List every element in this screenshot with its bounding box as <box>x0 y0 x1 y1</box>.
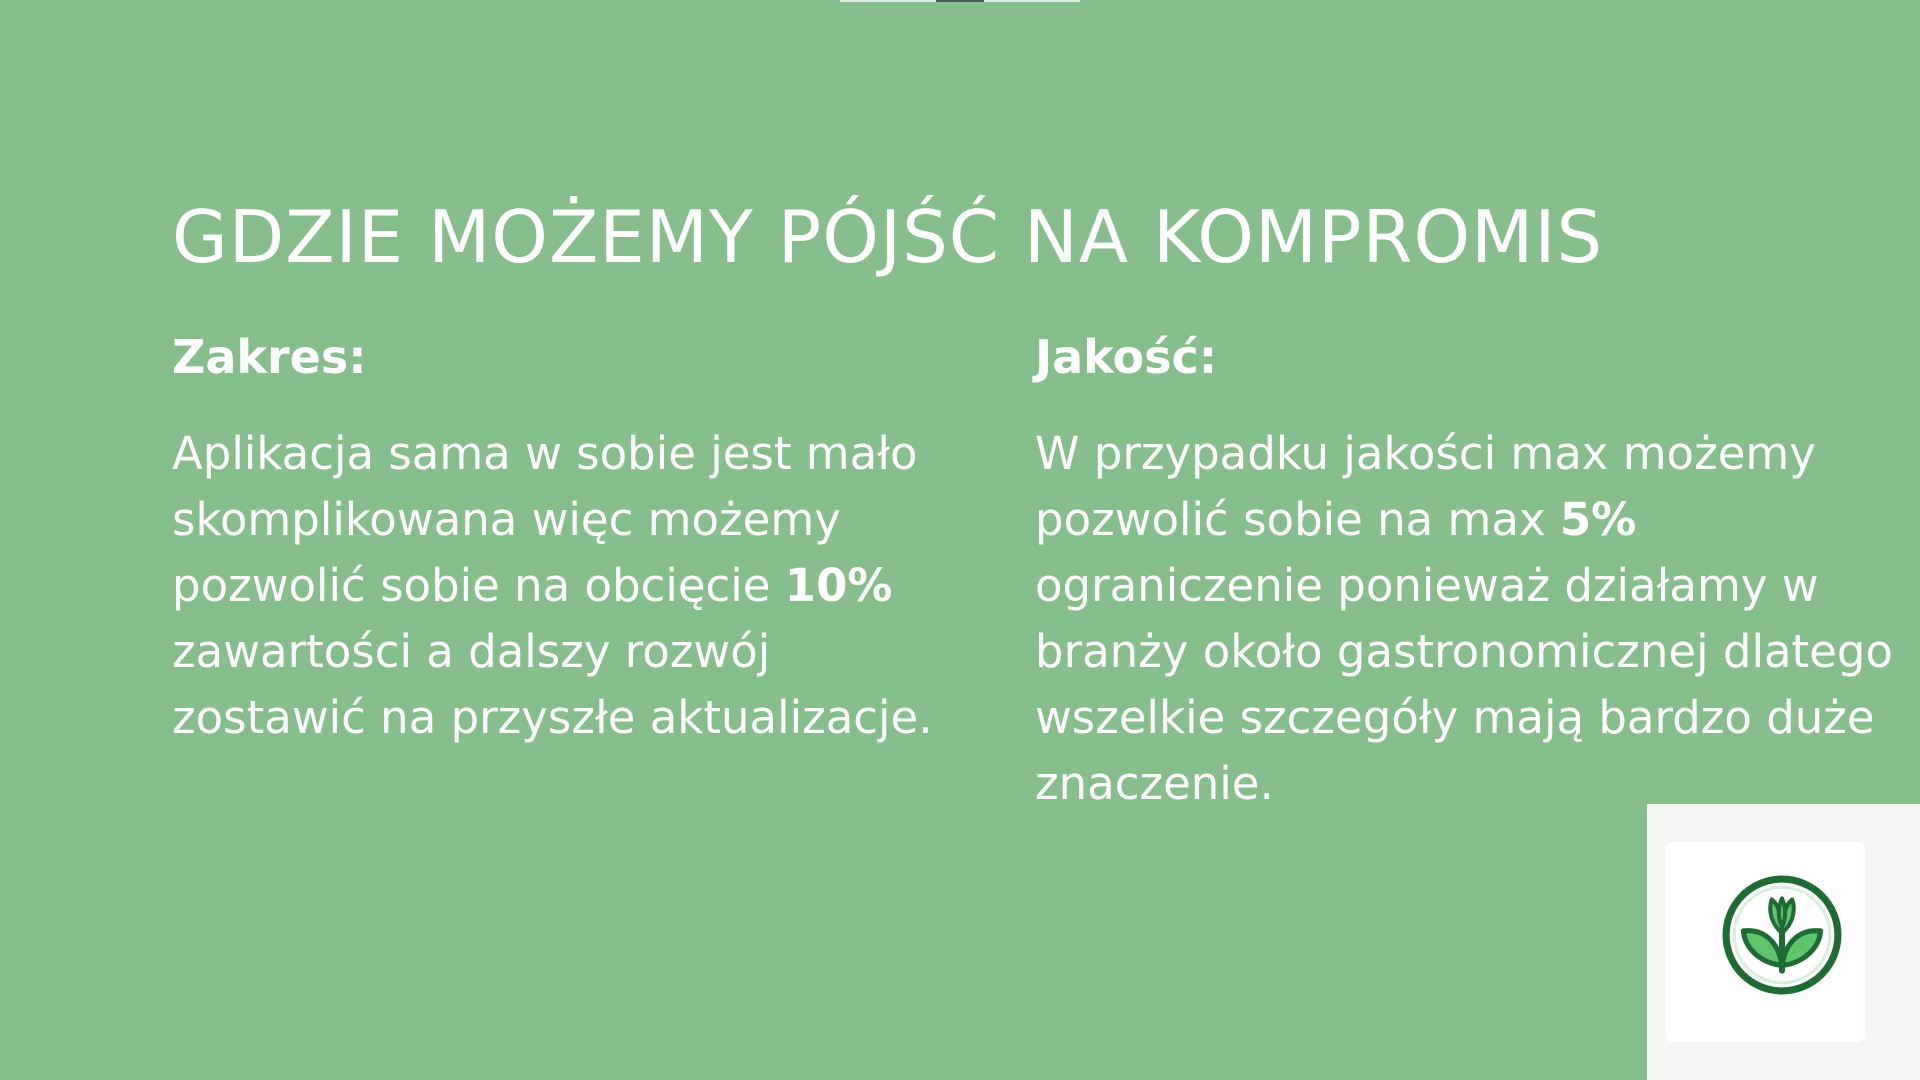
quality-heading: Jakość: <box>1035 330 1218 384</box>
scope-body-text-start: Aplikacja sama w sobie jest mało skomplikowana więc możemy pozwolić sobie na obcięcie <box>172 427 918 613</box>
quality-body <box>1035 421 1895 817</box>
slide-progress-indicator <box>936 0 984 2</box>
quality-body-text-start: W przypadku jakości max możemy pozwolić sobie na max <box>1035 427 1816 547</box>
quality-percentage: 5% <box>1559 493 1637 547</box>
quality-body-text-end: ograniczenie ponieważ działamy w branży około gastronomicznej dlatego wszelkie szczegóły mają bardzo duże znaczenie. <box>1035 559 1893 811</box>
slide-title: GDZIE MOŻEMY PÓJŚĆ NA KOMPROMIS <box>172 195 1604 280</box>
scope-heading: Zakres: <box>172 330 367 384</box>
scope-percentage: 10% <box>784 559 893 613</box>
quality-column <box>1035 330 1895 817</box>
leaf-sprout-logo-icon <box>1721 874 1843 996</box>
logo-panel <box>1647 804 1920 1080</box>
scope-column <box>172 330 952 751</box>
scope-body-text-end: zawartości a dalszy rozwój zostawić na przyszłe aktualizacje. <box>172 625 933 745</box>
scope-body <box>172 421 952 751</box>
top-center-leaf <box>1779 898 1785 926</box>
slide-progress-bar <box>840 0 1080 2</box>
